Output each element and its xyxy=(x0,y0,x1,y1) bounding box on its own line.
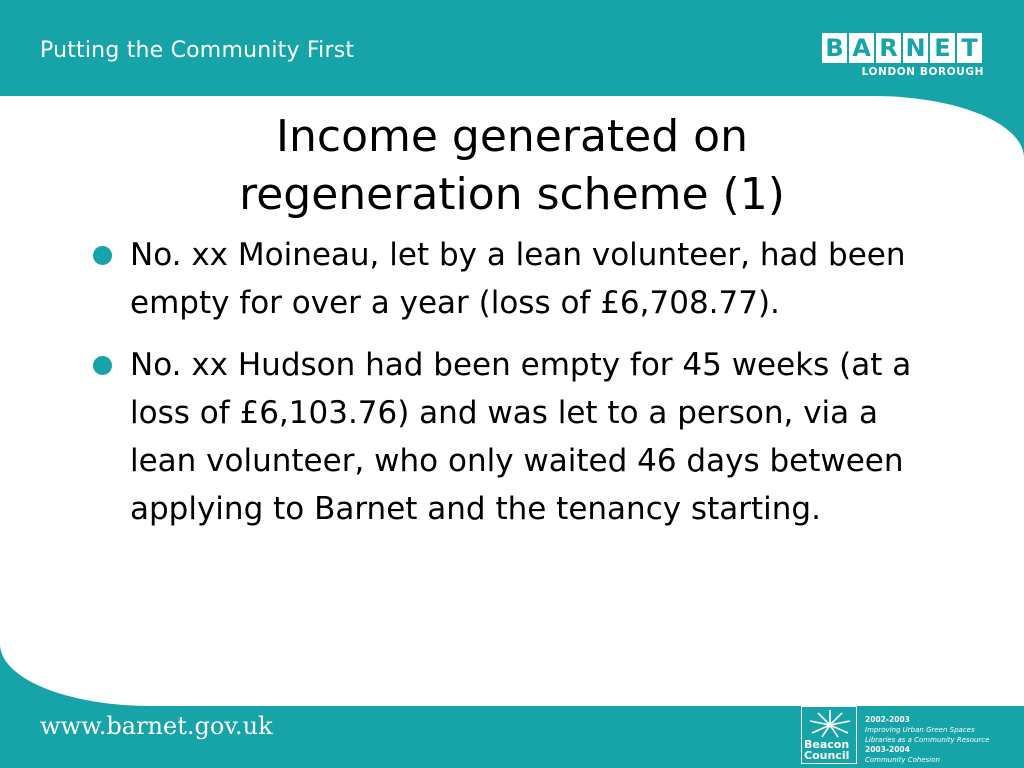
bullet-item xyxy=(88,231,948,327)
logo-subtitle: LONDON BOROUGH xyxy=(861,66,984,78)
beacon-logo xyxy=(801,706,857,764)
logo-letters xyxy=(822,33,986,63)
header-tagline: Putting the Community First xyxy=(40,38,355,63)
beacon-council-badge xyxy=(801,706,1001,766)
beacon-award: Improving Urban Green Spaces xyxy=(865,726,975,734)
logo-letter: T xyxy=(957,33,982,63)
beacon-name-line-2: Council xyxy=(804,749,850,762)
slide-title-line-1: Income generated on xyxy=(276,111,748,162)
beacon-award: Libraries as a Community Resource xyxy=(865,736,990,744)
bullet-dot-icon xyxy=(93,246,112,265)
logo-letter: A xyxy=(849,33,874,63)
beacon-year-2: 2003-2004 xyxy=(865,745,910,754)
slide-title xyxy=(100,108,924,224)
bullet-text: No. xx Moineau, let by a lean volunteer, had been empty for over a year (loss of £6,708.77). xyxy=(130,237,906,321)
beacon-award: Community Cohesion xyxy=(865,756,940,764)
beacon-awards xyxy=(865,715,1005,765)
logo-letter: R xyxy=(876,33,901,63)
logo-letter: N xyxy=(903,33,928,63)
barnet-logo xyxy=(822,33,986,78)
beacon-name xyxy=(804,739,849,761)
footer-url: www.barnet.gov.uk xyxy=(40,712,273,740)
logo-letter: B xyxy=(822,33,847,63)
beacon-name-line-1: Beacon xyxy=(804,738,850,751)
bullet-text: No. xx Hudson had been empty for 45 weeks (at a loss of £6,103.76) and was let to a person, via a lean volunteer, who only waited 46 days between applying to Barnet and the tenancy starting. xyxy=(130,347,912,527)
beacon-year-1: 2002-2003 xyxy=(865,715,910,724)
slide-title-line-2: regeneration scheme (1) xyxy=(239,169,785,220)
bullet-list xyxy=(88,231,948,547)
bullet-dot-icon xyxy=(93,356,112,375)
logo-letter: E xyxy=(930,33,955,63)
bullet-item xyxy=(88,341,948,533)
